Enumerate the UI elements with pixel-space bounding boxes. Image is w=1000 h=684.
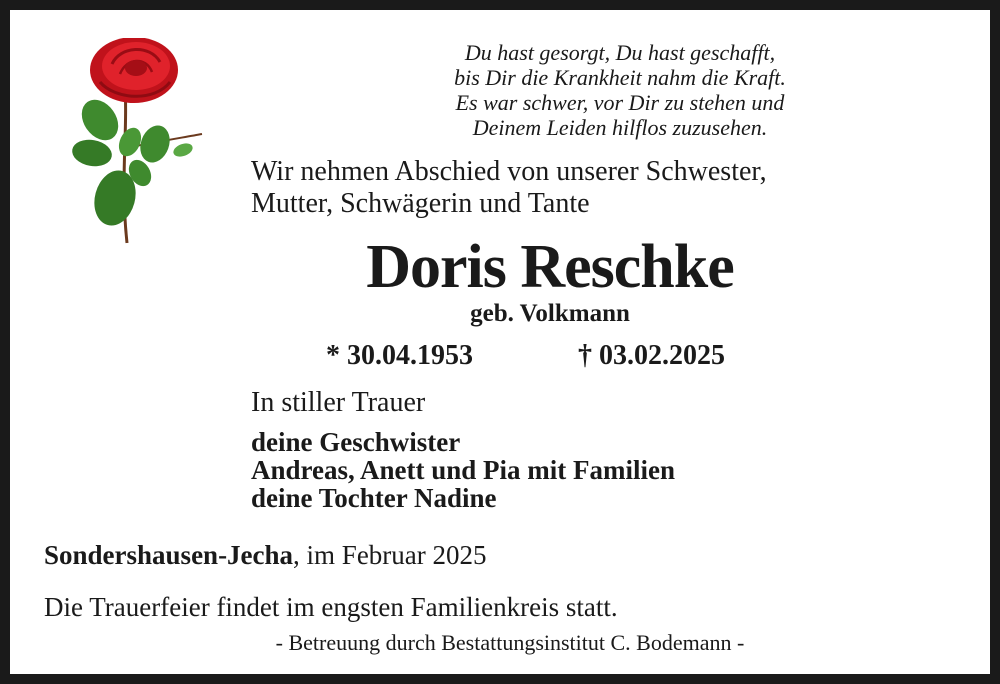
deceased-name: Doris Reschke	[366, 233, 734, 301]
birth-date: * 30.04.1953	[326, 340, 473, 371]
mourners-list	[251, 428, 675, 512]
poem-line: bis Dir die Krankheit nahm die Kraft.	[454, 65, 786, 90]
farewell-line: Mutter, Schwägerin und Tante	[251, 188, 590, 219]
mourner-entry: deine Tochter Nadine	[251, 483, 497, 513]
farewell-text	[251, 156, 767, 220]
death-date: † 03.02.2025	[578, 340, 725, 371]
date-text: , im Februar 2025	[293, 540, 487, 570]
poem-line: Es war schwer, vor Dir zu stehen und	[455, 90, 785, 115]
undertaker-note: - Betreuung durch Bestattungsinstitut C. Bodemann -	[275, 630, 745, 655]
mourner-entry: Andreas, Anett und Pia mit Familien	[251, 455, 676, 485]
place-date-line	[44, 540, 487, 571]
place-name: Sondershausen-Jecha	[44, 540, 294, 570]
mourning-label: In stiller Trauer	[251, 387, 426, 418]
poem-line: Du hast gesorgt, Du hast geschafft,	[464, 40, 776, 65]
poem-line: Deinem Leiden hilflos zuzusehen.	[472, 115, 768, 140]
red-rose-icon	[70, 38, 210, 248]
farewell-line: Wir nehmen Abschied von unserer Schwester,	[251, 156, 767, 187]
service-note: Die Trauerfeier findet im engsten Familienkreis statt.	[44, 592, 618, 622]
maiden-name: geb. Volkmann	[470, 300, 630, 327]
mourner-entry: deine Geschwister	[251, 427, 461, 457]
poem	[340, 40, 900, 140]
